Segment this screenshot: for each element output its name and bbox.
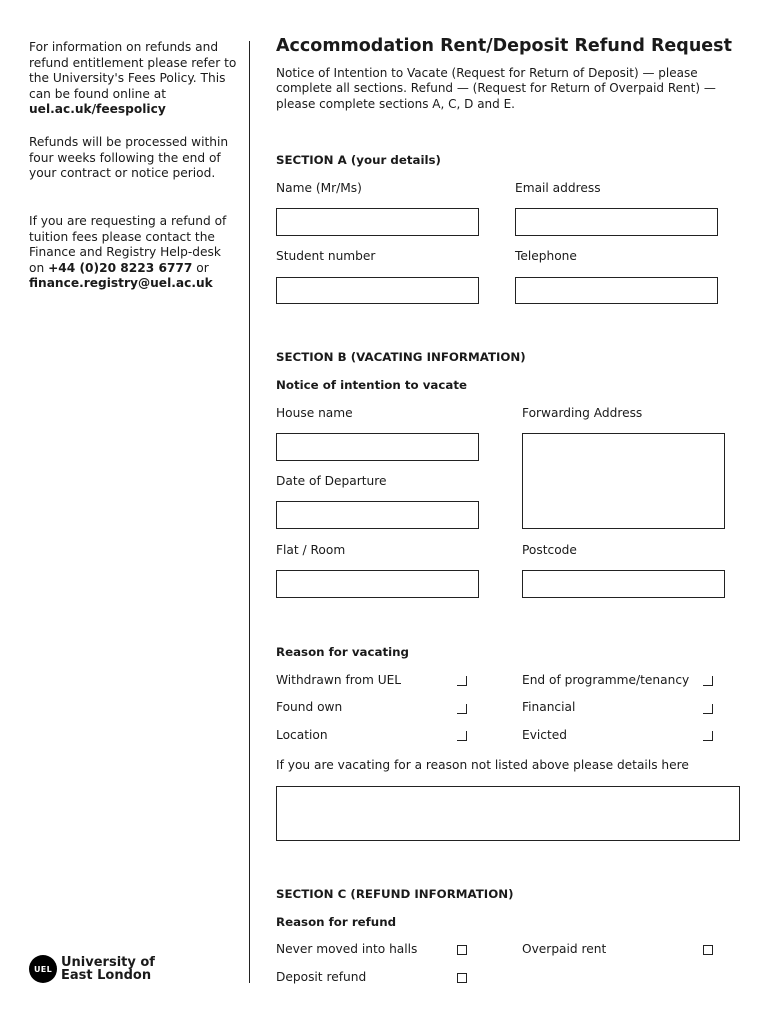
refund-overpaid-label: Overpaid rent: [522, 942, 607, 956]
other-reason-prompt: If you are vacating for a reason not listed above please details here: [276, 758, 689, 772]
fees-policy-link[interactable]: uel.ac.uk/feespolicy: [29, 102, 166, 117]
reason-withdrawn-label: Withdrawn from UEL: [276, 673, 402, 687]
email-field[interactable]: [515, 208, 718, 236]
forwarding-address-field[interactable]: [522, 433, 725, 529]
helpdesk-email-link[interactable]: finance.registry@uel.ac.uk: [29, 276, 213, 291]
forwarding-address-label: Forwarding Address: [522, 406, 643, 420]
departure-date-label: Date of Departure: [276, 474, 387, 488]
reason-location-label: Location: [276, 728, 328, 742]
or-text: or: [192, 260, 209, 275]
section-c-heading: SECTION C (REFUND INFORMATION): [276, 887, 514, 901]
reason-end-programme-checkbox[interactable]: [703, 676, 713, 686]
refund-deposit-checkbox[interactable]: [457, 973, 467, 983]
sidebar-fees-info: [29, 40, 239, 118]
reason-location-checkbox[interactable]: [457, 731, 467, 741]
student-number-field[interactable]: [276, 277, 479, 304]
reason-evicted-checkbox[interactable]: [703, 731, 713, 741]
reason-end-programme-label: End of programme/tenancy: [522, 673, 690, 687]
flat-room-label: Flat / Room: [276, 543, 346, 557]
reason-refund-heading: Reason for refund: [276, 915, 397, 929]
postcode-label: Postcode: [522, 543, 577, 557]
house-name-label: House name: [276, 406, 353, 420]
section-a-heading: SECTION A (your details): [276, 153, 441, 167]
telephone-label: Telephone: [515, 249, 577, 263]
telephone-field[interactable]: [515, 277, 718, 304]
reason-found-own-checkbox[interactable]: [457, 704, 467, 714]
sidebar-processing-info: [29, 135, 239, 182]
refund-never-moved-checkbox[interactable]: [457, 945, 467, 955]
logo-line-1: University of: [61, 954, 155, 970]
page-title: Accommodation Rent/Deposit Refund Request: [276, 36, 732, 56]
reason-vacating-heading: Reason for vacating: [276, 645, 409, 659]
refund-deposit-label: Deposit refund: [276, 970, 367, 984]
reason-financial-checkbox[interactable]: [703, 704, 713, 714]
house-name-field[interactable]: [276, 433, 479, 461]
tuition-text: If you are requesting a refund of tuition fees please contact the Finance and Registry Help-desk on: [29, 214, 227, 275]
refund-overpaid-checkbox[interactable]: [703, 945, 713, 955]
logo-line-2: East London: [61, 968, 152, 983]
divider-line: [249, 41, 250, 983]
reason-found-own-label: Found own: [276, 700, 343, 714]
fees-policy-text: For information on refunds and refund entitlement please refer to the University's Fees Policy. This can be found online at: [29, 40, 237, 101]
reason-withdrawn-checkbox[interactable]: [457, 676, 467, 686]
reason-evicted-label: Evicted: [522, 728, 568, 742]
other-reason-field[interactable]: [276, 786, 740, 841]
section-b-subheading: Notice of intention to vacate: [276, 378, 467, 392]
name-label: Name (Mr/Ms): [276, 181, 362, 195]
departure-date-field[interactable]: [276, 501, 479, 529]
uel-logo-text: [61, 956, 155, 983]
uel-logo: [29, 955, 155, 983]
name-field[interactable]: [276, 208, 479, 236]
student-number-label: Student number: [276, 249, 376, 263]
postcode-field[interactable]: [522, 570, 725, 598]
processing-text: Refunds will be processed within four weeks following the end of your contract or notice period.: [29, 135, 229, 181]
flat-room-field[interactable]: [276, 570, 479, 598]
intro-text: Notice of Intention to Vacate (Request for Return of Deposit) — please complete all sections. Refund — (Request for Return of Overpaid Rent) — please complete sections A, C, D and E.: [276, 66, 716, 111]
section-b-heading: SECTION B (VACATING INFORMATION): [276, 350, 526, 364]
email-label: Email address: [515, 181, 601, 195]
helpdesk-phone[interactable]: +44 (0)20 8223 6777: [48, 260, 193, 275]
uel-logo-mark: UEL: [29, 955, 57, 983]
refund-never-moved-label: Never moved into halls: [276, 942, 418, 956]
sidebar-tuition-info: [29, 214, 239, 292]
reason-financial-label: Financial: [522, 700, 576, 714]
